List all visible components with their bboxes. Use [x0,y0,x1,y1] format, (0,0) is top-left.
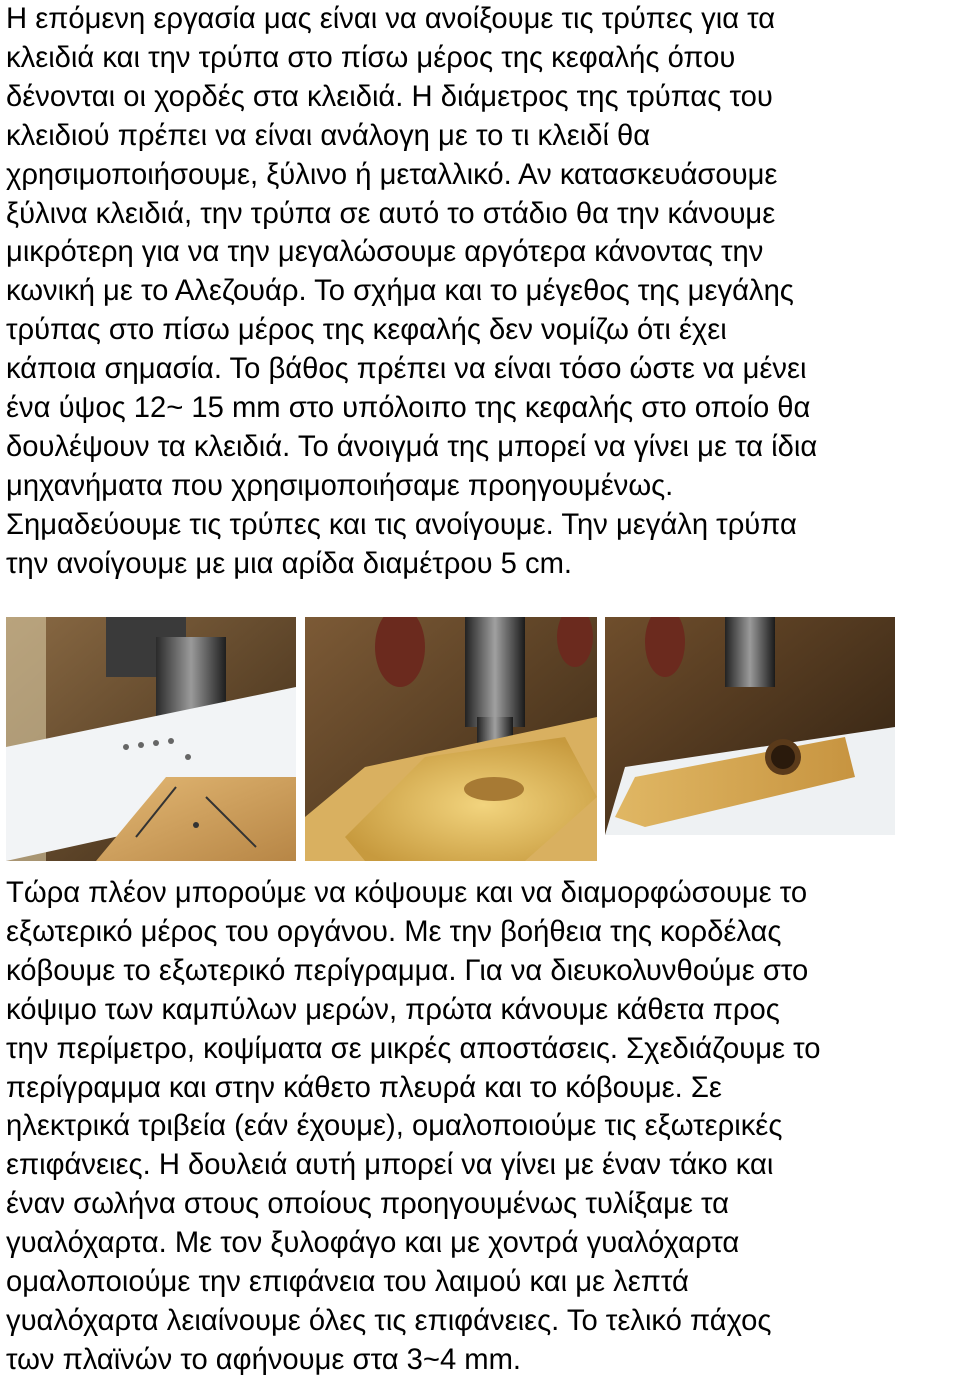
drill-press-image [6,617,296,861]
photo-boring-large-hole [305,617,597,861]
board-hole-image [605,617,895,835]
drill-press-sawdust-image [305,617,597,861]
photo-drilling-small-holes [6,617,296,861]
paragraph-shaping-outside: Τώρα πλέον μπορούμε να κόψουμε και να διαμορφώσουμε το εξωτερικό μέρος του οργάνου. Με την βοήθεια της κορδέλας κόβουμε το εξωτερικό περίγραμμα. Για να διευκολυνθούμε στο κόψιμο των καμπύλων μερών, πρώτα κάνουμε κάθετα προς την περίμετρο, κοψίματα σε μικρές αποστάσεις. Σχεδιάζουμε το περίγραμμα και στην κάθετο πλευρά και το κόβουμε. Σε ηλεκτρικά τριβεία (εάν έχουμε), ομαλοποιούμε τις εξωτερικές επιφάνειες. Η δουλειά αυτή μπορεί να γίνει με έναν τάκο και έναν σωλήνα στους οποίους προηγουμένως τυλίξαμε τα γυαλόχαρτα. Με τον ξυλοφάγο και με χοντρά γυαλόχαρτα ομαλοποιούμε την επιφάνεια του λαιμού και με λεπτά γυαλόχαρτα λειαίνουμε όλες τις επιφάνειες. Το τελικό πάχος των πλαϊνών το αφήνουμε στα 3~4 mm. [6,877,821,1376]
paragraph-drilling-holes: Η επόμενη εργασία μας είναι να ανοίξουμε τις τρύπες για τα κλειδιά και την τρύπα στο πίσω μέρος της κεφαλής όπου δένονται οι χορδές στα κλειδιά. Η διάμετρος της τρύπας του κλειδιού πρέπει να είναι ανάλογη με το τι κλειδί θα χρησιμοποιήσουμε, ξύλινο ή μεταλλικό. Αν κατασκευάσουμε ξύλινα κλειδιά, την τρύπα σε αυτό το στάδιο θα την κάνουμε μικρότερη για να την μεγαλώσουμε αργότερα κάνοντας την κωνική με το Αλεζουάρ. Το σχήμα και το μέγεθος της μεγάλης τρύπας στο πίσω μέρος της κεφαλής δεν νομίζω ότι έχει κάποια σημασία. Το βάθος πρέπει να είναι τόσο ώστε να μένει ένα ύψος 12~ 15 mm στο υπόλοιπο της κεφαλής στο οποίο θα δουλέψουν τα κλειδιά. Το άνοιγμά της μπορεί να γίνει με τα ίδια μηχανήματα που χρησιμοποιήσαμε προηγουμένως. Σημαδεύουμε τις τρύπες και τις ανοίγουμε. Την μεγάλη τρύπα την ανοίγουμε με μια αρίδα διαμέτρου 5 cm. [6,3,818,580]
photo-board-with-round-hole [605,617,895,835]
